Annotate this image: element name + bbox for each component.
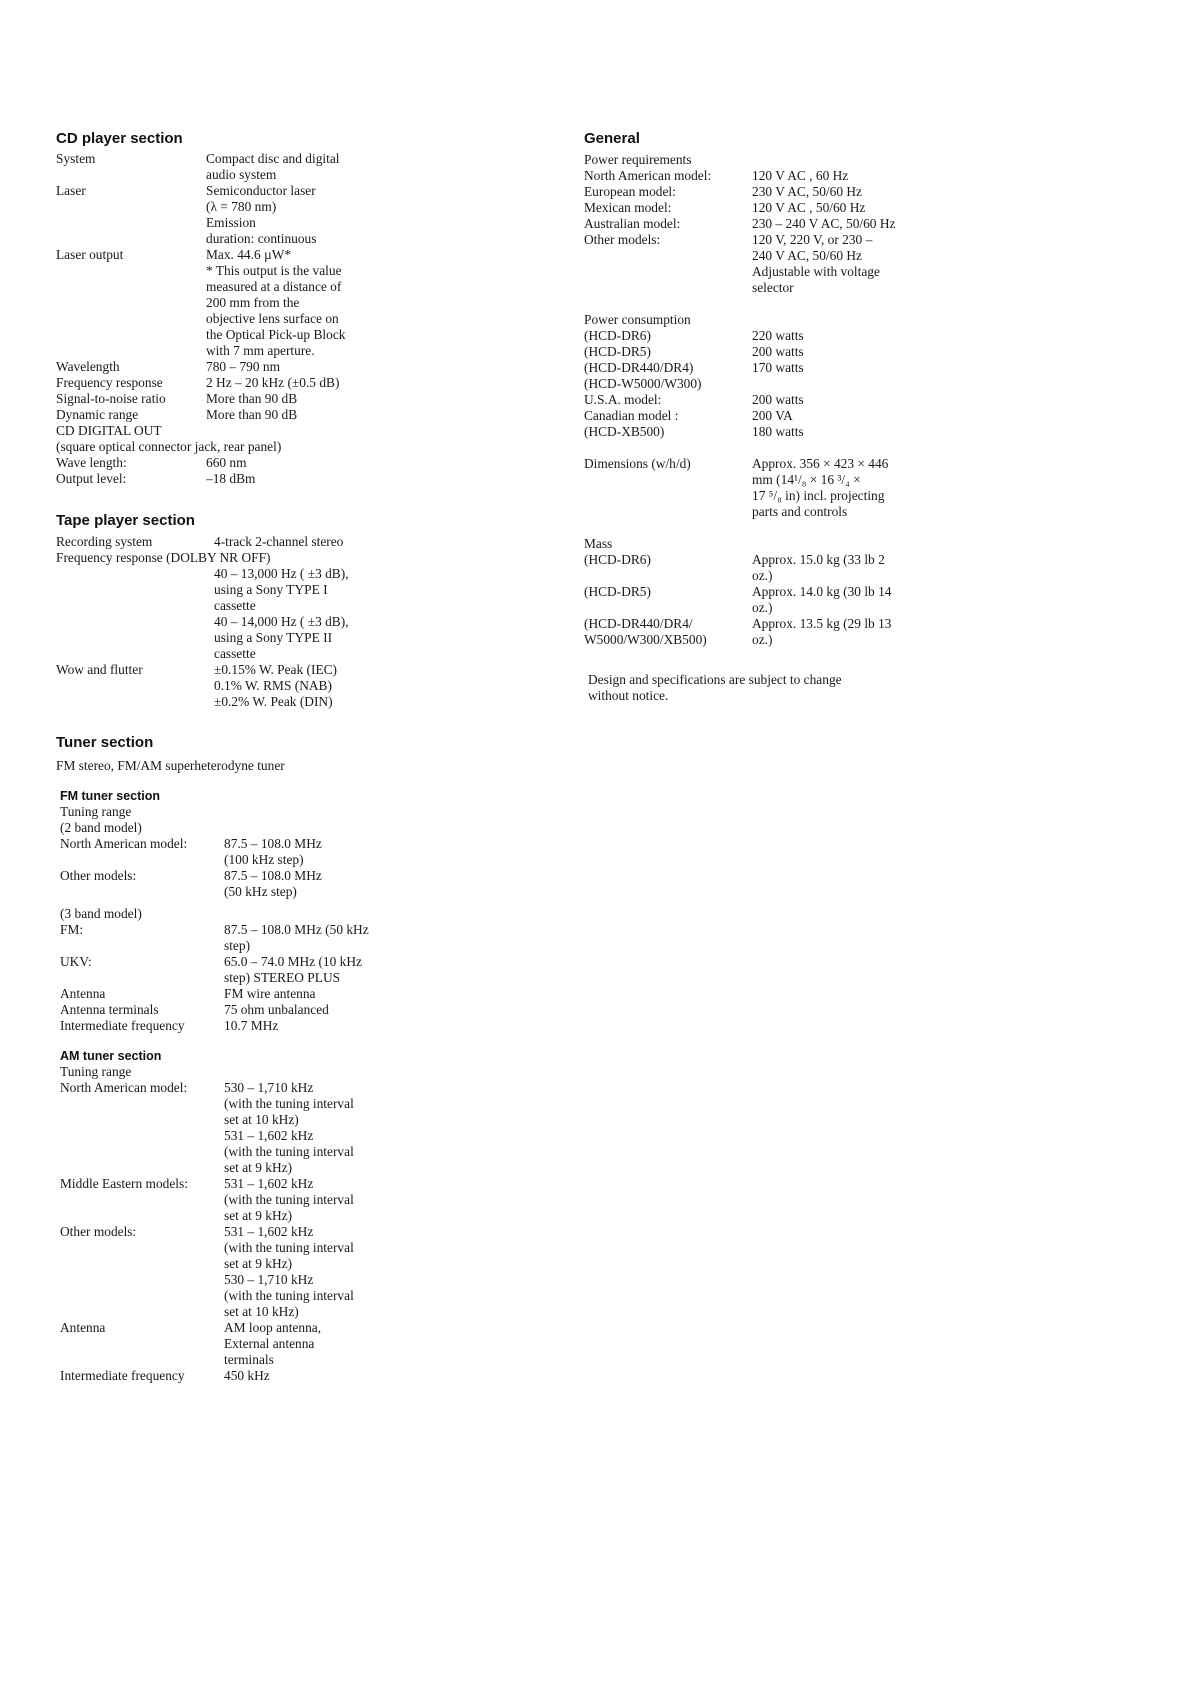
spec-label: Other models: (60, 1224, 137, 1239)
spec-label: Canadian model : (584, 408, 679, 423)
spec-value: 4-track 2-channel stereo (214, 534, 344, 549)
cd-digital-out-note: (square optical connector jack, rear panel) (56, 439, 282, 454)
tuner-section (56, 734, 516, 1384)
spec-row-fm-other (60, 868, 516, 900)
spec-row-wow-flutter (56, 662, 516, 710)
spec-value: 230 – 240 V AC, 50/60 Hz (752, 216, 896, 231)
spec-value: 120 V AC , 50/60 Hz (752, 200, 866, 215)
spec-row-laser-output (56, 247, 516, 359)
spec-label: Antenna (60, 986, 106, 1001)
spec-row-fm-ukv (60, 954, 516, 986)
spec-label: (HCD-DR5) (584, 344, 651, 359)
spec-label: Frequency response (56, 375, 163, 390)
cd-section-title: CD player section (56, 130, 183, 147)
spec-label: Wave length: (56, 455, 127, 470)
spec-row-fm-fm (60, 922, 516, 954)
spec-row-fm-north-american (60, 836, 516, 868)
spec-row-am-antenna (60, 1320, 516, 1368)
fm-tuner-section (56, 788, 516, 1034)
fm-tuning-range: Tuning range (60, 804, 132, 819)
spacer (56, 566, 214, 662)
spec-label: (HCD-DR6) (584, 328, 651, 343)
spec-value: 10.7 MHz (224, 1018, 279, 1033)
spec-label: North American model: (584, 168, 712, 183)
spec-value: Compact disc and digital audio system (206, 151, 340, 182)
tuner-intro: FM stereo, FM/AM superheterodyne tuner (56, 758, 285, 773)
spec-label: System (56, 151, 96, 166)
spec-row-power-australian (584, 216, 1124, 232)
spec-value: Semiconductor laser (λ = 780 nm) Emission duration: continuous (206, 183, 317, 246)
design-notice: Design and specifications are subject to change without notice. (588, 672, 842, 703)
spec-label: Recording system (56, 534, 153, 549)
cd-player-section (56, 130, 516, 487)
spec-label: Middle Eastern models: (60, 1176, 188, 1191)
spec-row-recording-system (56, 534, 516, 550)
spec-value: 87.5 – 108.0 MHz (100 kHz step) (224, 836, 322, 867)
spec-value: Approx. 13.5 kg (29 lb 13 oz.) (752, 616, 892, 647)
spec-value: 180 watts (752, 424, 804, 439)
spec-row-am-other (60, 1224, 516, 1320)
tape-frequency-value: 40 – 13,000 Hz ( ±3 dB), using a Sony TYPE I cassette 40 – 14,000 Hz ( ±3 dB), using a Sony TYPE II cassette (214, 566, 349, 661)
power-requirements-label: Power requirements (584, 152, 692, 167)
spec-label: (HCD-DR440/DR4) (HCD-W5000/W300) (584, 360, 702, 391)
spec-value: More than 90 dB (206, 407, 298, 422)
spec-value: More than 90 dB (206, 391, 298, 406)
spec-value: 120 V, 220 V, or 230 – 240 V AC, 50/60 Hz Adjustable with voltage selector (752, 232, 880, 295)
spec-label: UKV: (60, 954, 92, 969)
spec-value: 87.5 – 108.0 MHz (50 kHz step) (224, 868, 322, 899)
spec-value: 530 – 1,710 kHz (with the tuning interval set at 10 kHz) 531 – 1,602 kHz (with the tuning interval set at 9 kHz) (224, 1080, 354, 1175)
am-tuner-section (56, 1048, 516, 1384)
spec-value: 660 nm (206, 455, 247, 470)
spec-value: Approx. 14.0 kg (30 lb 14 oz.) (752, 584, 892, 615)
general-section-title: General (584, 130, 640, 147)
spec-value: AM loop antenna, External antenna terminals (224, 1320, 322, 1367)
mass-label: Mass (584, 536, 613, 551)
spec-label: Laser (56, 183, 86, 198)
spec-row-cons-canadian (584, 408, 1124, 424)
general-section (584, 130, 1124, 704)
spec-row-am-north-american (60, 1080, 516, 1176)
spec-row-fm-if (60, 1018, 516, 1034)
spec-row-power-other (584, 232, 1124, 296)
spec-row-fm-antenna-terminals (60, 1002, 516, 1018)
tape-section-title: Tape player section (56, 512, 195, 529)
am-tuning-range: Tuning range (60, 1064, 132, 1079)
spec-row-mass-dr440 (584, 616, 1124, 648)
spec-value: 170 watts (752, 360, 804, 375)
fm-band3: (3 band model) (60, 906, 142, 921)
spec-value: 2 Hz – 20 kHz (±0.5 dB) (206, 375, 340, 390)
spec-row-mass-dr6 (584, 552, 1124, 584)
spec-label: U.S.A. model: (584, 392, 662, 407)
spec-value: 87.5 – 108.0 MHz (50 kHz step) (224, 922, 369, 953)
spec-row-mass-dr5 (584, 584, 1124, 616)
spec-value: 65.0 – 74.0 MHz (10 kHz step) STEREO PLUS (224, 954, 362, 985)
spec-row-cons-dr6 (584, 328, 1124, 344)
spec-row-snr (56, 391, 516, 407)
spec-value: 220 watts (752, 328, 804, 343)
spec-label: Other models: (584, 232, 661, 247)
am-section-title: AM tuner section (60, 1049, 162, 1063)
tape-frequency-label: Frequency response (DOLBY NR OFF) (56, 550, 271, 565)
spec-value: 75 ohm unbalanced (224, 1002, 329, 1017)
spec-label: Dimensions (w/h/d) (584, 456, 691, 471)
spec-label: North American model: (60, 1080, 188, 1095)
cd-digital-out-label: CD DIGITAL OUT (56, 423, 162, 438)
spec-label: Laser output (56, 247, 124, 262)
tuner-section-title: Tuner section (56, 734, 154, 751)
spec-value: Max. 44.6 µW* * This output is the value measured at a distance of 200 mm from the objective lens surface on the Optical Pick-up Block with 7 mm aperture. (206, 247, 346, 358)
spec-label: Signal-to-noise ratio (56, 391, 166, 406)
spec-label: (HCD-DR6) (584, 552, 651, 567)
tape-player-section (56, 512, 516, 710)
spec-row-wavelength (56, 359, 516, 375)
spec-value: 200 watts (752, 392, 804, 407)
spec-row-cons-dr5 (584, 344, 1124, 360)
spec-value: 200 VA (752, 408, 793, 423)
spec-value: –18 dBm (206, 471, 256, 486)
spec-value: 120 V AC , 60 Hz (752, 168, 849, 183)
spec-label: FM: (60, 922, 84, 937)
spec-row-dynamic-range (56, 407, 516, 423)
spec-row-am-if (60, 1368, 516, 1384)
spec-label: Dynamic range (56, 407, 139, 422)
spec-row-laser (56, 183, 516, 247)
spec-label: Australian model: (584, 216, 681, 231)
spec-label: European model: (584, 184, 676, 199)
spec-label: Intermediate frequency (60, 1368, 185, 1383)
spec-row-cons-xb500 (584, 424, 1124, 440)
spec-label: Wavelength (56, 359, 120, 374)
spec-row-wave-length (56, 455, 516, 471)
spec-row-cons-usa (584, 392, 1124, 408)
spec-label: (HCD-XB500) (584, 424, 665, 439)
spec-row-frequency (56, 375, 516, 391)
fm-band2: (2 band model) (60, 820, 142, 835)
spec-row-power-mexican (584, 200, 1124, 216)
spec-label: Antenna (60, 1320, 106, 1335)
spec-value: FM wire antenna (224, 986, 316, 1001)
spec-label: North American model: (60, 836, 188, 851)
spec-label: Wow and flutter (56, 662, 143, 677)
spec-value: 450 kHz (224, 1368, 270, 1383)
spec-value: 780 – 790 nm (206, 359, 281, 374)
spec-row-am-middle-eastern (60, 1176, 516, 1224)
spec-value: ±0.15% W. Peak (IEC) 0.1% W. RMS (NAB) ±0.2% W. Peak (DIN) (214, 662, 338, 709)
spec-value: Approx. 15.0 kg (33 lb 2 oz.) (752, 552, 885, 583)
spec-label: Output level: (56, 471, 127, 486)
spec-row-cons-dr440 (584, 360, 1124, 392)
tape-frequency-row (56, 566, 516, 662)
spec-row-output-level (56, 471, 516, 487)
spec-value: 200 watts (752, 344, 804, 359)
spec-value: 531 – 1,602 kHz (with the tuning interval set at 9 kHz) 530 – 1,710 kHz (with the tuning interval set at 10 kHz) (224, 1224, 354, 1319)
spec-value: 531 – 1,602 kHz (with the tuning interval set at 9 kHz) (224, 1176, 354, 1223)
spec-label: (HCD-DR5) (584, 584, 651, 599)
fm-section-title: FM tuner section (60, 789, 161, 803)
spec-value: Approx. 356 × 423 × 446 mm (14¹/₈ × 16 ³/₄ × 17 ⁵/₈ in) incl. projecting parts and controls (752, 456, 889, 519)
power-consumption-label: Power consumption (584, 312, 691, 327)
spec-row-dimensions (584, 456, 1124, 520)
spec-label: Other models: (60, 868, 137, 883)
spec-row-power-european (584, 184, 1124, 200)
spec-label: Mexican model: (584, 200, 672, 215)
spec-label: Intermediate frequency (60, 1018, 185, 1033)
spec-value: 230 V AC, 50/60 Hz (752, 184, 862, 199)
spec-label: Antenna terminals (60, 1002, 159, 1017)
spec-row-power-north-american (584, 168, 1124, 184)
spec-row-system (56, 151, 516, 183)
spec-label: (HCD-DR440/DR4/ W5000/W300/XB500) (584, 616, 707, 647)
spec-row-fm-antenna (60, 986, 516, 1002)
